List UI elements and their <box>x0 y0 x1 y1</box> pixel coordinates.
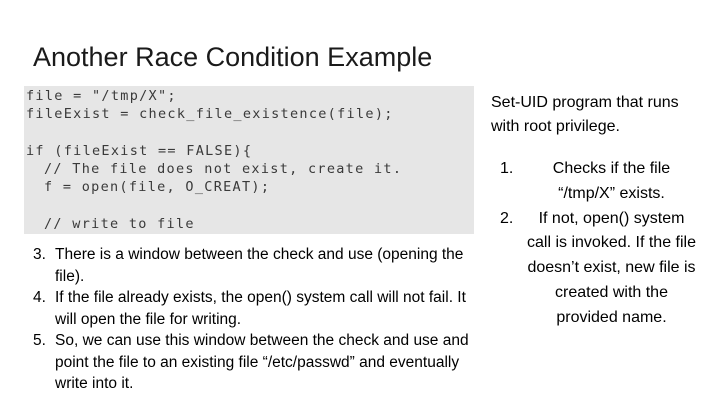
right-steps-list <box>496 157 696 331</box>
code-line: fileExist = check_file_existence(file); <box>26 106 394 122</box>
slide-title: Another Race Condition Example <box>33 42 433 72</box>
list-text: Checks if the file “/tmp/X” exists. <box>552 160 671 202</box>
code-line: if (fileExist == FALSE){ <box>26 143 253 159</box>
list-text: So, we can use this window between the check and use and point the file to an existing file “/etc/passwd” and eventually write into it. <box>55 332 469 392</box>
list-item <box>496 207 696 331</box>
code-line: f = open(file, O_CREAT); <box>44 179 271 195</box>
list-number: 5. <box>33 332 46 349</box>
list-item <box>33 330 473 395</box>
code-line: // The file does not exist, create it. <box>44 161 403 177</box>
lower-steps-list <box>33 244 473 395</box>
list-item <box>33 287 473 330</box>
list-number: 2. <box>500 209 514 227</box>
list-text: If not, open() system call is invoked. If the file doesn’t exist, new file is created with the provided name. <box>527 209 696 326</box>
code-line: // write to file <box>44 216 195 232</box>
list-number: 4. <box>33 289 46 306</box>
right-intro-text: Set-UID program that runs with root privilege. <box>491 94 679 135</box>
list-text: If the file already exists, the open() system call will not fail. It will open the file for writing. <box>55 289 466 328</box>
list-text: There is a window between the check and use (opening the file). <box>55 246 464 285</box>
code-block <box>24 86 474 234</box>
list-item <box>496 157 696 207</box>
list-number: 1. <box>500 160 514 177</box>
list-item <box>33 244 473 287</box>
code-line: file = "/tmp/X"; <box>26 88 177 104</box>
list-number: 3. <box>33 246 46 263</box>
